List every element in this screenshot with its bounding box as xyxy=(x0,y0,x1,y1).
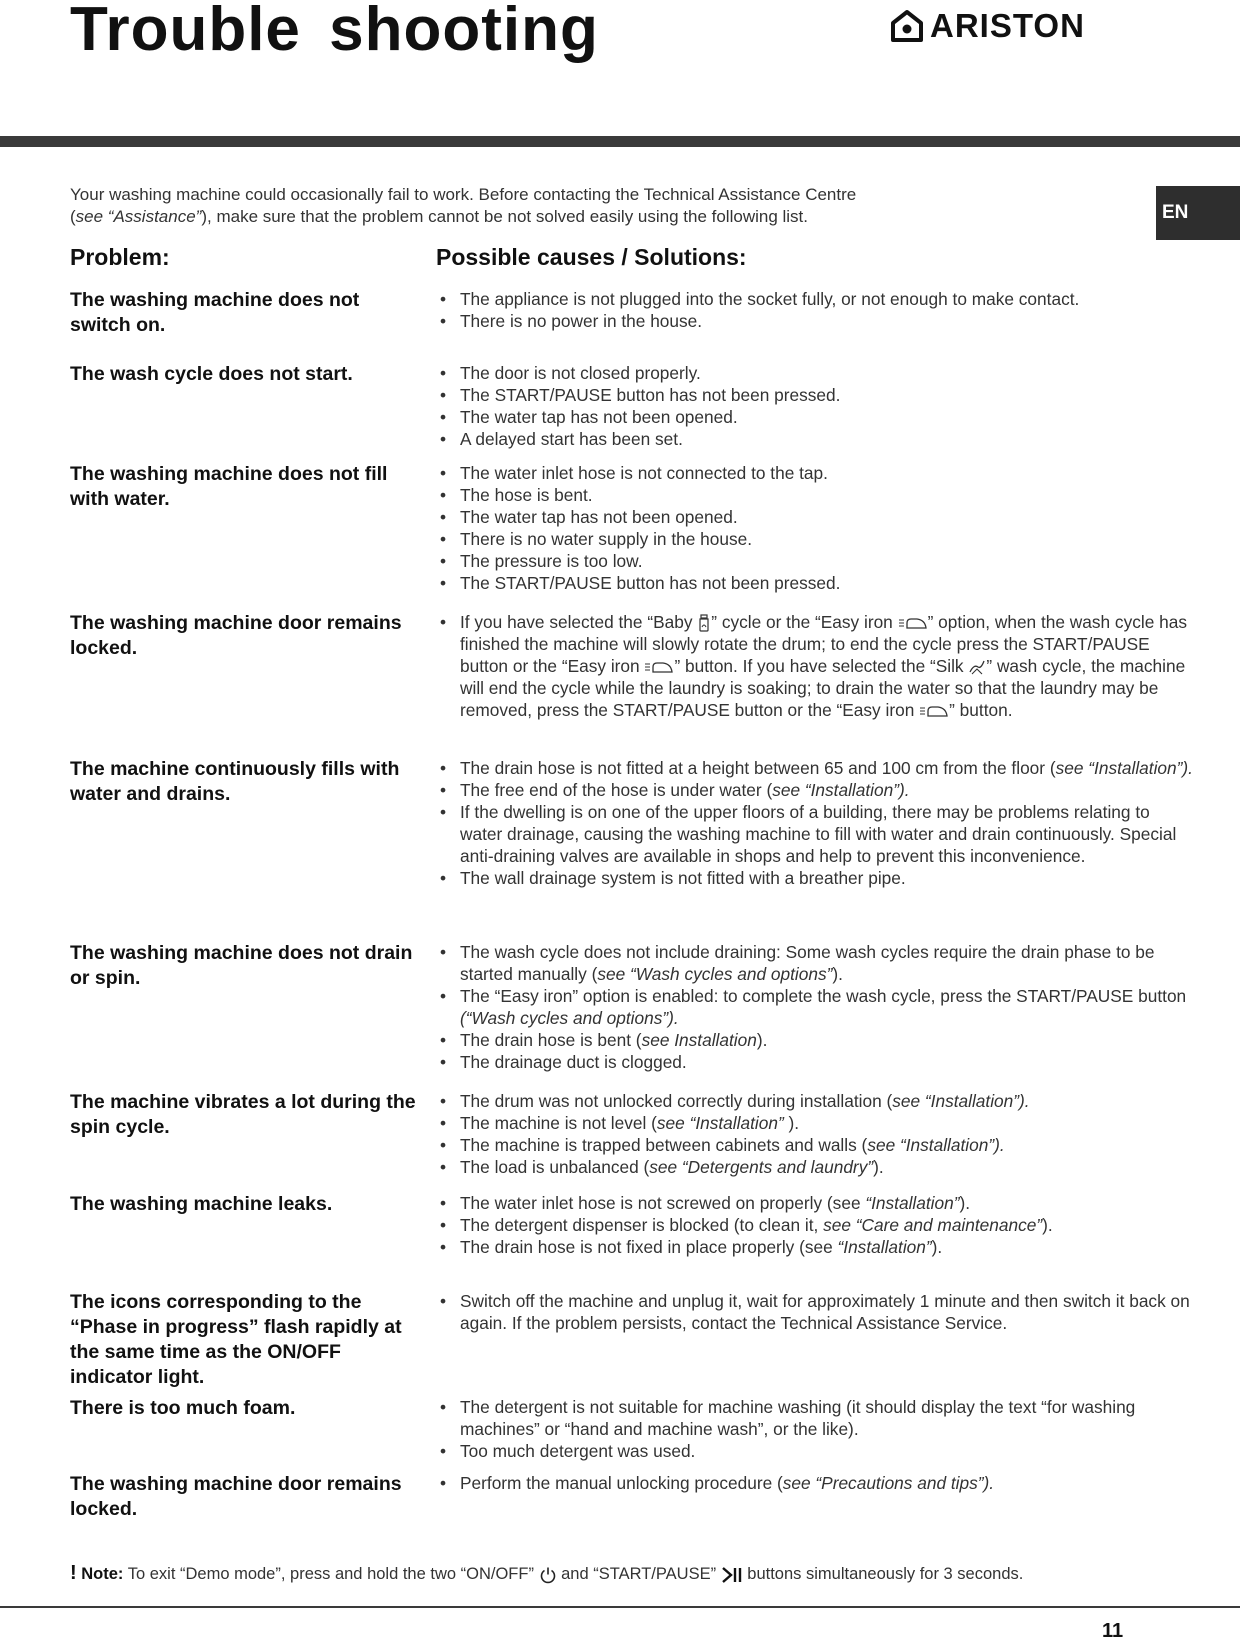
list-item: • The START/PAUSE button has not been pressed. xyxy=(436,384,1194,406)
list-item: • There is no power in the house. xyxy=(436,310,1194,332)
footer-divider xyxy=(0,1606,1240,1608)
list-item: • A delayed start has been set. xyxy=(436,428,1194,450)
brand-name: ARISTON xyxy=(930,7,1085,44)
intro-text xyxy=(70,184,1010,228)
solutions-list xyxy=(436,1090,1194,1178)
problem-text: The machine vibrates a lot during the spin cycle. xyxy=(70,1091,416,1138)
language-tab: EN xyxy=(1156,186,1240,240)
solutions-list xyxy=(436,757,1194,889)
easy-iron-icon xyxy=(919,704,949,718)
problem-text: The wash cycle does not start. xyxy=(70,363,353,385)
note-exclamation: ! xyxy=(70,1562,77,1584)
list-item: • The machine is trapped between cabinets and walls (see “Installation”). xyxy=(436,1134,1194,1156)
problem-text: The washing machine does not fill with water. xyxy=(70,463,388,510)
list-item: • The START/PAUSE button has not been pressed. xyxy=(436,572,1194,594)
list-item: • Switch off the machine and unplug it, wait for approximately 1 minute and then switch it back on again. If the problem persists, contact the Technical Assistance Service. xyxy=(436,1290,1194,1334)
solutions-list xyxy=(436,1472,1194,1494)
problem-text: The washing machine door remains locked. xyxy=(70,1473,402,1520)
silk-cycle-icon xyxy=(968,658,986,676)
solutions-list xyxy=(436,941,1194,1073)
list-item: • The water inlet hose is not connected to the tap. xyxy=(436,462,1194,484)
intro-line-2: (see “Assistance”), make sure that the problem cannot be not solved easily using the following list. xyxy=(70,207,809,226)
list-item: • The drum was not unlocked correctly during installation (see “Installation”). xyxy=(436,1090,1194,1112)
list-item: • The pressure is too low. xyxy=(436,550,1194,572)
list-item: • The drain hose is not fitted at a height between 65 and 100 cm from the floor (see “Installation”). xyxy=(436,757,1194,779)
list-item: • The machine is not level (see “Installation” ). xyxy=(436,1112,1194,1134)
demo-mode-note: ! Note: To exit “Demo mode”, press and hold the two “ON/OFF” and “START/PAUSE” buttons simultaneously for 3 seconds. xyxy=(70,1562,1024,1584)
solutions-list xyxy=(436,1290,1194,1334)
list-item: • The drainage duct is clogged. xyxy=(436,1051,1194,1073)
list-item: • The free end of the hose is under water (see “Installation”). xyxy=(436,779,1194,801)
list-item: • Perform the manual unlocking procedure (see “Precautions and tips”). xyxy=(436,1472,1194,1494)
solutions-list xyxy=(436,1192,1194,1258)
list-item: • The water tap has not been opened. xyxy=(436,506,1194,528)
solutions-list xyxy=(436,462,1194,594)
play-pause-icon xyxy=(721,1566,743,1584)
easy-iron-icon xyxy=(898,616,928,630)
baby-cycle-icon xyxy=(697,614,711,632)
list-item: • The drain hose is bent (see Installation). xyxy=(436,1029,1194,1051)
list-item: • The detergent dispenser is blocked (to clean it, see “Care and maintenance”). xyxy=(436,1214,1194,1236)
list-item: • The wash cycle does not include draining: Some wash cycles require the drain phase to be started manually (see “Wash cycles and options”). xyxy=(436,941,1194,985)
list-item: • The “Easy iron” option is enabled: to complete the wash cycle, press the START/PAUSE button (“Wash cycles and options”). xyxy=(436,985,1194,1029)
list-item: • There is no water supply in the house. xyxy=(436,528,1194,550)
note-label: Note: xyxy=(81,1565,124,1583)
problem-column-header: Problem: xyxy=(70,244,170,270)
intro-line-1: Your washing machine could occasionally fail to work. Before contacting the Technical Assistance Centre xyxy=(70,185,857,204)
easy-iron-icon xyxy=(644,660,674,674)
solutions-list xyxy=(436,362,1194,450)
list-item: • If the dwelling is on one of the upper floors of a building, there may be problems relating to water drainage, causing the washing machine to fill with water and drain continuously. Special anti-draining valves are available in shops and help to prevent this inconvenience. xyxy=(436,801,1194,867)
solutions-list xyxy=(436,1396,1194,1462)
list-item: • The load is unbalanced (see “Detergents and laundry”). xyxy=(436,1156,1194,1178)
list-item: • The door is not closed properly. xyxy=(436,362,1194,384)
solutions-list xyxy=(436,611,1194,721)
list-item: • If you have selected the “Baby ” cycle or the “Easy iron ” option, when the wash cycle has finished the machine will slowly rotate the drum; to end the cycle press the START/PAUSE button or the “Easy iron ” button. If you have selected the “Silk ” wash cycle, the machine will end the cycle while the laundry is soaking; to drain the water so that the laundry may be removed, press the START/PAUSE button or the “Easy iron ” button. xyxy=(436,611,1194,721)
list-item: • Too much detergent was used. xyxy=(436,1440,1194,1462)
problem-text: The icons corresponding to the “Phase in progress” flash rapidly at the same time as the ON/OFF indicator light. xyxy=(70,1291,402,1388)
problem-text: The machine continuously fills with water and drains. xyxy=(70,758,400,805)
problem-text: There is too much foam. xyxy=(70,1397,296,1419)
house-logo-icon xyxy=(890,9,924,43)
list-item: • The hose is bent. xyxy=(436,484,1194,506)
power-icon xyxy=(539,1566,557,1584)
problem-text: The washing machine leaks. xyxy=(70,1193,333,1215)
solutions-list xyxy=(436,288,1194,332)
list-item: • The appliance is not plugged into the socket fully, or not enough to make contact. xyxy=(436,288,1194,310)
list-item: • The detergent is not suitable for machine washing (it should display the text “for washing machines” or “hand and machine wash”, or the like). xyxy=(436,1396,1194,1440)
list-item: • The drain hose is not fixed in place properly (see “Installation”). xyxy=(436,1236,1194,1258)
header-divider xyxy=(0,136,1240,147)
list-item: • The water inlet hose is not screwed on properly (see “Installation”). xyxy=(436,1192,1194,1214)
list-item: • The wall drainage system is not fitted with a breather pipe. xyxy=(436,867,1194,889)
problem-text: The washing machine does not switch on. xyxy=(70,289,360,336)
page-number: 11 xyxy=(1102,1620,1124,1642)
problem-text: The washing machine door remains locked. xyxy=(70,612,402,659)
page-title: Trouble shooting xyxy=(70,0,599,64)
brand-logo xyxy=(890,6,1085,46)
list-item: • The water tap has not been opened. xyxy=(436,406,1194,428)
problem-text: The washing machine does not drain or spin. xyxy=(70,942,413,989)
solutions-column-header: Possible causes / Solutions: xyxy=(436,244,747,270)
